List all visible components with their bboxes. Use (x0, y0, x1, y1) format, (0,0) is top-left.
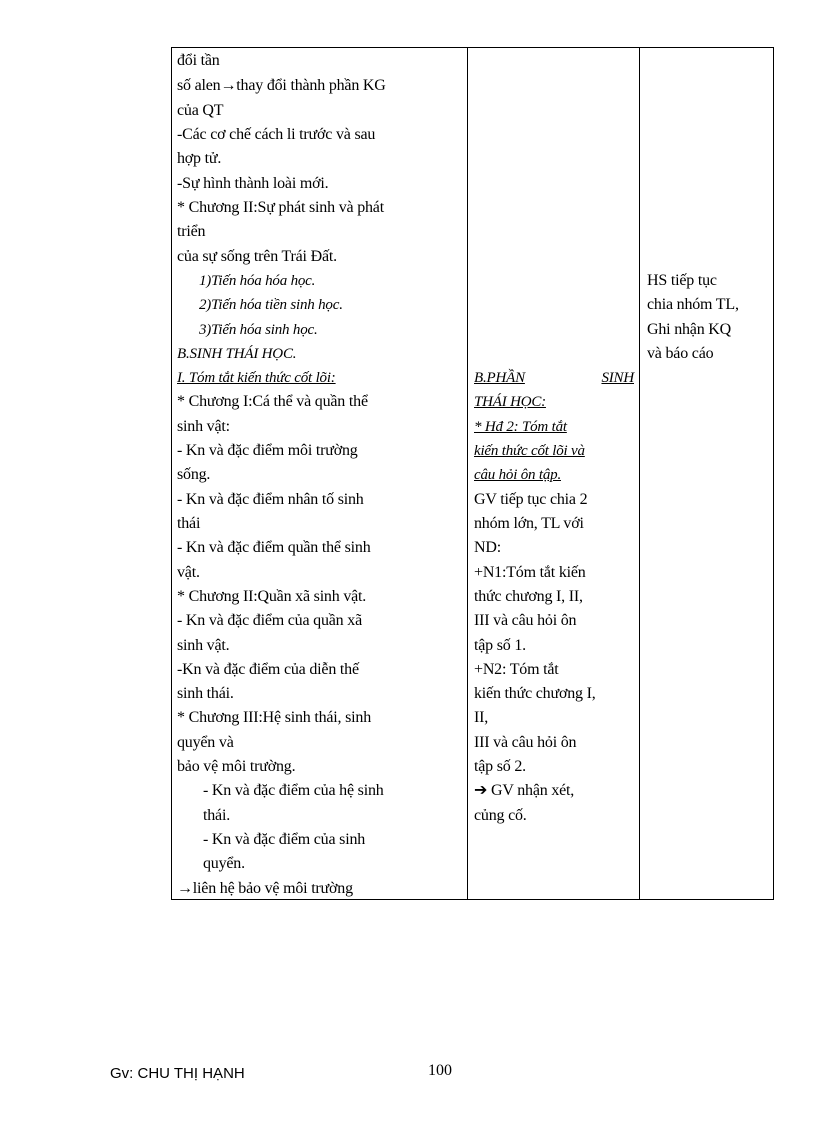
text-line: tập số 1. (474, 637, 526, 654)
arrow-right-icon: ➔ (474, 782, 488, 799)
section-subheading: I. Tóm tắt kiến thức cốt lõi: (177, 370, 336, 386)
text-line: GV tiếp tục chia 2 (474, 491, 588, 508)
text-line: - Kn và đặc điểm của sinh (203, 831, 366, 848)
activity-title: câu hỏi ôn tập. (474, 467, 561, 483)
text-line: - Kn và đặc điểm của hệ sinh (203, 782, 384, 799)
text-line: II, (474, 709, 489, 726)
text-line: 2)Tiến hóa tiền sinh học. (199, 297, 343, 313)
text-line: đổi tần (177, 52, 220, 69)
text-line: sống. (177, 466, 211, 483)
text-line: * Chương II:Sự phát sinh và phát (177, 199, 384, 216)
text-line: và báo cáo (647, 345, 714, 362)
text-line: số alen→thay đổi thành phần KG (177, 77, 386, 94)
column-divider (639, 48, 640, 899)
text-line: thái. (203, 807, 230, 824)
text-line: - Kn và đặc điểm môi trường (177, 442, 358, 459)
text-line (474, 782, 574, 800)
text-line: -Kn và đặc điểm của diễn thế (177, 661, 359, 678)
text-line: quyển và (177, 734, 234, 751)
footer-author: Gv: CHU THỊ HẠNH (110, 1065, 245, 1082)
text-line: 1)Tiến hóa hóa học. (199, 273, 316, 289)
text-line: ND: (474, 539, 501, 556)
text-line: +N2: Tóm tắt (474, 661, 559, 678)
text-line: của sự sống trên Trái Đất. (177, 248, 337, 265)
text-line: * Chương II:Quần xã sinh vật. (177, 588, 367, 605)
text-line: bảo vệ môi trường. (177, 758, 296, 775)
text-line: nhóm lớn, TL với (474, 515, 584, 532)
text-line: III và câu hỏi ôn (474, 612, 577, 629)
heading-word: SINH (601, 370, 634, 386)
text-line: HS tiếp tục (647, 272, 717, 289)
text-fragment: GV nhận xét, (491, 782, 575, 799)
text-line: sinh vật: (177, 418, 230, 435)
text-line: * Chương I:Cá thể và quần thể (177, 393, 368, 410)
text-line: củng cố. (474, 807, 527, 824)
text-line: 3)Tiến hóa sinh học. (199, 322, 318, 338)
text-line: -Các cơ chế cách li trước và sau (177, 126, 376, 143)
text-line: -Sự hình thành loài mới. (177, 175, 329, 192)
activity-title: * Hđ 2: Tóm tắt (474, 419, 567, 435)
page-number: 100 (428, 1062, 452, 1079)
text-line: - Kn và đặc điểm nhân tố sinh (177, 491, 364, 508)
text-line: +N1:Tóm tắt kiến (474, 564, 586, 581)
column-divider (467, 48, 468, 899)
text-line: tập số 2. (474, 758, 526, 775)
text-line: - Kn và đặc điểm quần thể sinh (177, 539, 371, 556)
lesson-table (171, 47, 774, 900)
text-line: sinh thái. (177, 685, 234, 702)
activity-title: kiến thức cốt lõi và (474, 443, 585, 459)
section-heading (474, 369, 634, 387)
text-line: kiến thức chương I, (474, 685, 596, 702)
text-line: triển (177, 223, 206, 240)
section-heading: THÁI HỌC: (474, 394, 546, 410)
text-line: Ghi nhận KQ (647, 321, 732, 338)
text-line: quyển. (203, 855, 245, 872)
text-line: vật. (177, 564, 200, 581)
heading-word: B.PHẦN (474, 370, 525, 386)
text-line: của QT (177, 102, 224, 119)
text-line: - Kn và đặc điểm của quần xã (177, 612, 362, 629)
text-line: thức chương I, II, (474, 588, 583, 605)
text-line: hợp tử. (177, 150, 222, 167)
section-heading: B.SINH THÁI HỌC. (177, 346, 297, 362)
text-line: sinh vật. (177, 637, 230, 654)
text-line: thái (177, 515, 201, 532)
text-line: →liên hệ bảo vệ môi trường (177, 880, 353, 897)
text-line: III và câu hỏi ôn (474, 734, 577, 751)
text-line: * Chương III:Hệ sinh thái, sinh (177, 709, 372, 726)
text-line: chia nhóm TL, (647, 296, 739, 313)
